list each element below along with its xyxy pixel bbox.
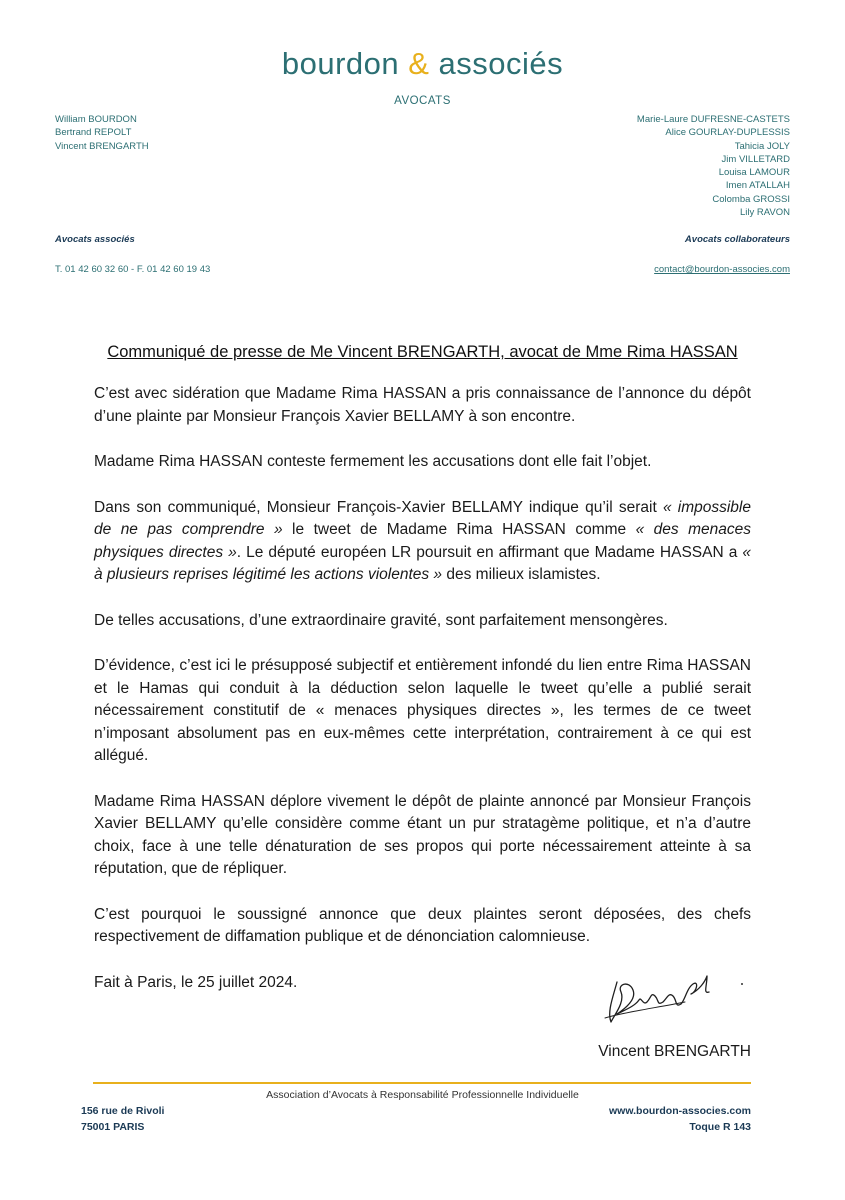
phone-fax: T. 01 42 60 32 60 - F. 01 42 60 19 43 [55, 264, 211, 275]
email-link[interactable]: contact@bourdon-associes.com [654, 264, 790, 275]
paragraph: De telles accusations, d’une extraordinaire gravité, sont parfaitement mensongères. [94, 611, 668, 629]
paragraph: Madame Rima HASSAN déplore vivement le dépôt de plainte annoncé par Monsieur François Xavier BELLAMY qu’elle considère comme étant un pur stratagème politique, et n’a d’autre choix, face à une telle dénaturation de ses propos qui porte nécessairement atteinte à sa réputation, que de répliquer. [94, 792, 751, 877]
quote-span: « impossible de ne pas comprendre » [94, 498, 751, 538]
collaborator-name: Marie-Laure DUFRESNE-CASTETS [636, 114, 790, 125]
firm-address [81, 1103, 164, 1135]
paragraph [94, 497, 751, 587]
text-span: le tweet de Madame Rima HASSAN comme [282, 521, 636, 538]
partners-label: Avocats associés [55, 234, 135, 245]
text-span: Madame Rima HASSAN conteste fermement les accusations dont elle fait l’objet. [94, 453, 652, 470]
text-span: . Le député européen LR poursuit en affirmant que Madame HASSAN a [236, 543, 743, 561]
collaborator-name: Alice GOURLAY-DUPLESSIS [665, 127, 790, 139]
press-release-title: Communiqué de presse de Me Vincent BRENGARTH, avocat de Mme Rima HASSAN [107, 343, 738, 361]
text-span: Dans son communiqué, Monsieur François-Xavier BELLAMY indique qu’il serait [94, 498, 663, 516]
website-link[interactable]: www.bourdon-associes.com [609, 1105, 751, 1117]
footer-divider [93, 1082, 751, 1084]
press-release-body [94, 383, 751, 994]
paragraph: D’évidence, c’est ici le présupposé subjectif et entièrement infondé du lien entre Rima HASSAN et le Hamas qui conduit à la déduction selon laquelle le tweet qu’elle a publié serait nécessairement constitutif de « menaces physiques directes », les termes de ce tweet n’imposant absolument pas en eux-mêmes cette interprétation, contrairement à ce qui est allégué. [94, 657, 751, 764]
partner-name: William BOURDON [55, 114, 137, 125]
paragraph: C’est pourquoi le soussigné annonce que deux plaintes seront déposées, des chefs respectivement de diffamation publique et de dénonciation calomnieuse. [94, 905, 751, 945]
toque-number: Toque R 143 [689, 1121, 751, 1133]
logo-text-associes: associés [429, 46, 564, 81]
collaborator-name: Colomba GROSSI [712, 193, 790, 205]
collaborators-label: Avocats collaborateurs [684, 234, 790, 245]
signer-name: Vincent BRENGARTH [598, 1043, 751, 1060]
collaborator-name: Jim VILLETARD [721, 153, 790, 165]
collaborator-name: Louisa LAMOUR [718, 167, 790, 179]
address-city: 75001 PARIS [81, 1121, 145, 1133]
firm-web-info [609, 1103, 751, 1135]
logo-text-bourdon: bourdon [281, 46, 409, 81]
partners-list [55, 113, 149, 153]
collaborator-name: Imen ATALLAH [725, 180, 790, 192]
date-place: Fait à Paris, le 25 juillet 2024. [94, 973, 298, 991]
handwritten-signature [595, 962, 725, 1032]
quote-span: « à plusieurs reprises légitimé les actions violentes » [94, 543, 751, 583]
text-span: des milieux islamistes. [442, 566, 601, 583]
partner-name: Vincent BRENGARTH [55, 140, 149, 152]
partner-name: Bertrand REPOLT [55, 127, 132, 139]
address-street: 156 rue de Rivoli [81, 1105, 165, 1117]
paragraph [94, 451, 751, 474]
logo-ampersand: & [408, 46, 430, 81]
signature-dot [741, 983, 743, 985]
firm-logo [0, 46, 845, 82]
association-statement: Association d’Avocats à Responsabilité Professionnelle Individuelle [266, 1089, 579, 1101]
collaborator-name: Lily RAVON [740, 207, 790, 219]
quote-span: « des menaces physiques directes » [94, 521, 751, 561]
paragraph: C’est avec sidération que Madame Rima HASSAN a pris connaissance de l’annonce du dépôt d’une plainte par Monsieur François Xavier BELLAMY à son encontre. [94, 385, 751, 425]
collaborators-list [637, 113, 790, 219]
firm-subtitle: AVOCATS [394, 95, 451, 107]
collaborator-name: Tahicia JOLY [734, 140, 790, 152]
